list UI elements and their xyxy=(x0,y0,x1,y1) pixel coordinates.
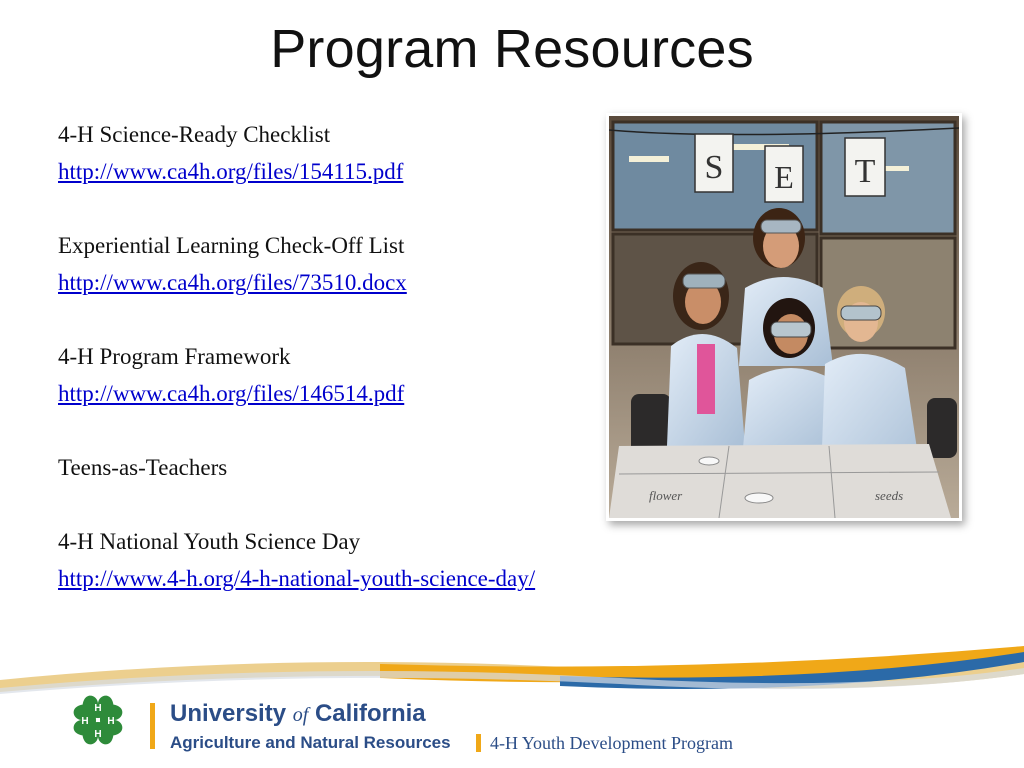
resource-item xyxy=(58,523,698,597)
resource-link[interactable]: http://www.ca4h.org/files/73510.docx xyxy=(58,270,407,295)
svg-text:S: S xyxy=(704,149,724,186)
footer-divider xyxy=(150,703,155,749)
resource-list xyxy=(58,116,698,634)
sign-card-t xyxy=(845,138,885,196)
sign-card-e xyxy=(765,146,803,202)
sign-card-s xyxy=(695,134,733,192)
resource-link[interactable]: http://www.ca4h.org/files/154115.pdf xyxy=(58,159,404,184)
resource-label: 4-H Science-Ready Checklist xyxy=(58,122,331,147)
resource-item xyxy=(58,338,698,412)
program-name: 4-H Youth Development Program xyxy=(490,733,733,753)
division-name: Agriculture and Natural Resources xyxy=(170,733,451,752)
photo-frame xyxy=(606,113,962,521)
students-photo xyxy=(609,116,959,518)
resource-item xyxy=(58,116,698,190)
university-name: University of California xyxy=(170,700,426,727)
svg-text:H: H xyxy=(94,729,102,740)
slide-title: Program Resources xyxy=(270,19,754,79)
svg-text:H: H xyxy=(107,716,115,727)
svg-text:E: E xyxy=(774,159,794,195)
resource-label: 4-H National Youth Science Day xyxy=(58,529,361,554)
resource-label: 4-H Program Framework xyxy=(58,344,291,369)
students-photo-illustration xyxy=(609,116,959,518)
resource-link[interactable]: http://www.4-h.org/4-h-national-youth-science-day/ xyxy=(58,566,536,591)
resource-label: Teens-as-Teachers xyxy=(58,455,228,480)
4h-clover-icon xyxy=(66,688,130,752)
resource-link[interactable]: http://www.ca4h.org/files/146514.pdf xyxy=(58,381,405,406)
resource-item xyxy=(58,227,698,301)
resource-item xyxy=(58,449,698,486)
svg-text:T: T xyxy=(854,153,876,190)
svg-text:H: H xyxy=(81,716,89,727)
table-word-seeds: seeds xyxy=(875,488,904,503)
resource-label: Experiential Learning Check-Off List xyxy=(58,233,405,258)
svg-text:H: H xyxy=(94,703,102,714)
footer-swoosh xyxy=(0,640,1024,710)
table-word-flower: flower xyxy=(649,488,683,503)
footer-divider-small xyxy=(476,734,481,752)
